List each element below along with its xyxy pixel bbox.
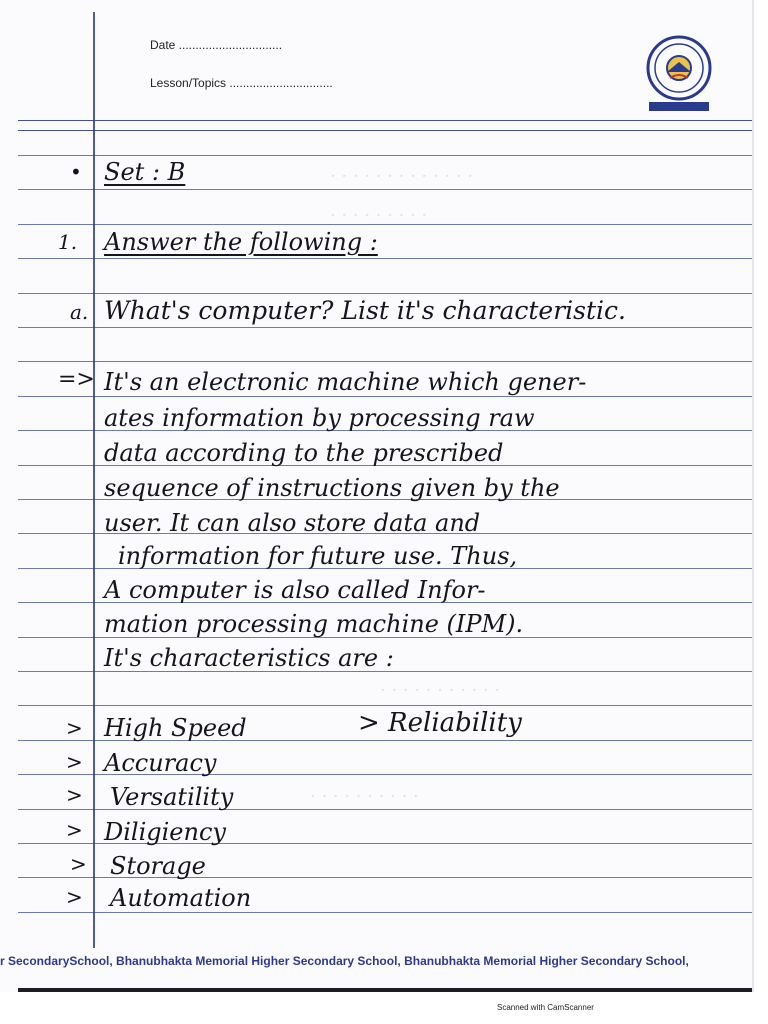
- ruled-line: [18, 258, 752, 259]
- answer-line: user. It can also store data and: [104, 509, 481, 537]
- date-label: Date ...............................: [150, 38, 283, 52]
- list-marker: >: [66, 716, 83, 740]
- ruled-line: [18, 705, 752, 706]
- answer-arrow: =>: [58, 367, 95, 392]
- show-through-text: · · · · · · · · ·: [330, 205, 428, 226]
- ruled-line: [18, 155, 752, 156]
- list-marker: >: [66, 783, 83, 807]
- answer-line: mation processing machine (IPM).: [104, 610, 524, 638]
- show-through-text: · · · · · · · · · · · · ·: [330, 166, 474, 187]
- answer-line: A computer is also called Infor-: [104, 576, 486, 604]
- margin-line: [93, 12, 95, 948]
- list-marker: >: [66, 885, 83, 909]
- show-through-text: · · · · · · · · · · ·: [380, 680, 501, 701]
- ruled-line: [18, 327, 752, 328]
- sub-question-label: a.: [70, 300, 89, 324]
- header-rule: [18, 130, 752, 131]
- sub-question-text: What's computer? List it's characteristic.: [104, 296, 626, 325]
- header-rule: [18, 120, 752, 121]
- characteristic-item: Versatility: [110, 783, 234, 811]
- characteristic-item-reliability: > Reliability: [358, 708, 522, 738]
- ruled-line: [18, 361, 752, 362]
- answer-line: sequence of instructions given by the: [104, 474, 560, 502]
- bullet-marker: •: [70, 160, 82, 184]
- characteristic-item: Diligiency: [104, 818, 226, 846]
- scanner-watermark: Scanned with CamScanner: [497, 1003, 594, 1012]
- list-marker: >: [66, 818, 83, 842]
- ruled-line: [18, 293, 752, 294]
- show-through-text: · · · · · · · · · ·: [310, 786, 419, 807]
- ruled-line: [18, 912, 752, 913]
- answer-line: data according to the prescribed: [104, 439, 504, 467]
- characteristic-item: Automation: [110, 884, 252, 912]
- school-footer-text: r SecondarySchool, Bhanubhakta Memorial Higher Secondary School, Bhanubhakta Memorial Higher Secondary School,: [0, 954, 689, 968]
- characteristic-item: Storage: [110, 852, 206, 880]
- answer-line: information for future use. Thus,: [118, 542, 518, 570]
- answer-line: It's an electronic machine which gener-: [104, 368, 587, 396]
- characteristic-item: High Speed: [104, 714, 247, 742]
- page-bottom-edge: [18, 988, 752, 992]
- answer-line: ates information by processing raw: [104, 404, 535, 432]
- list-marker: >: [70, 852, 87, 876]
- lesson-topics-label: Lesson/Topics ...............................: [150, 76, 333, 90]
- answer-line: It's characteristics are :: [104, 644, 394, 672]
- question-number: 1.: [58, 230, 78, 254]
- question-heading: Answer the following :: [104, 228, 378, 256]
- ruled-line: [18, 189, 752, 190]
- school-crest-icon: [640, 32, 718, 118]
- ruled-line: [18, 396, 752, 397]
- list-marker: >: [66, 750, 83, 774]
- characteristic-item: Accuracy: [104, 749, 217, 777]
- set-label: Set : B: [104, 158, 186, 186]
